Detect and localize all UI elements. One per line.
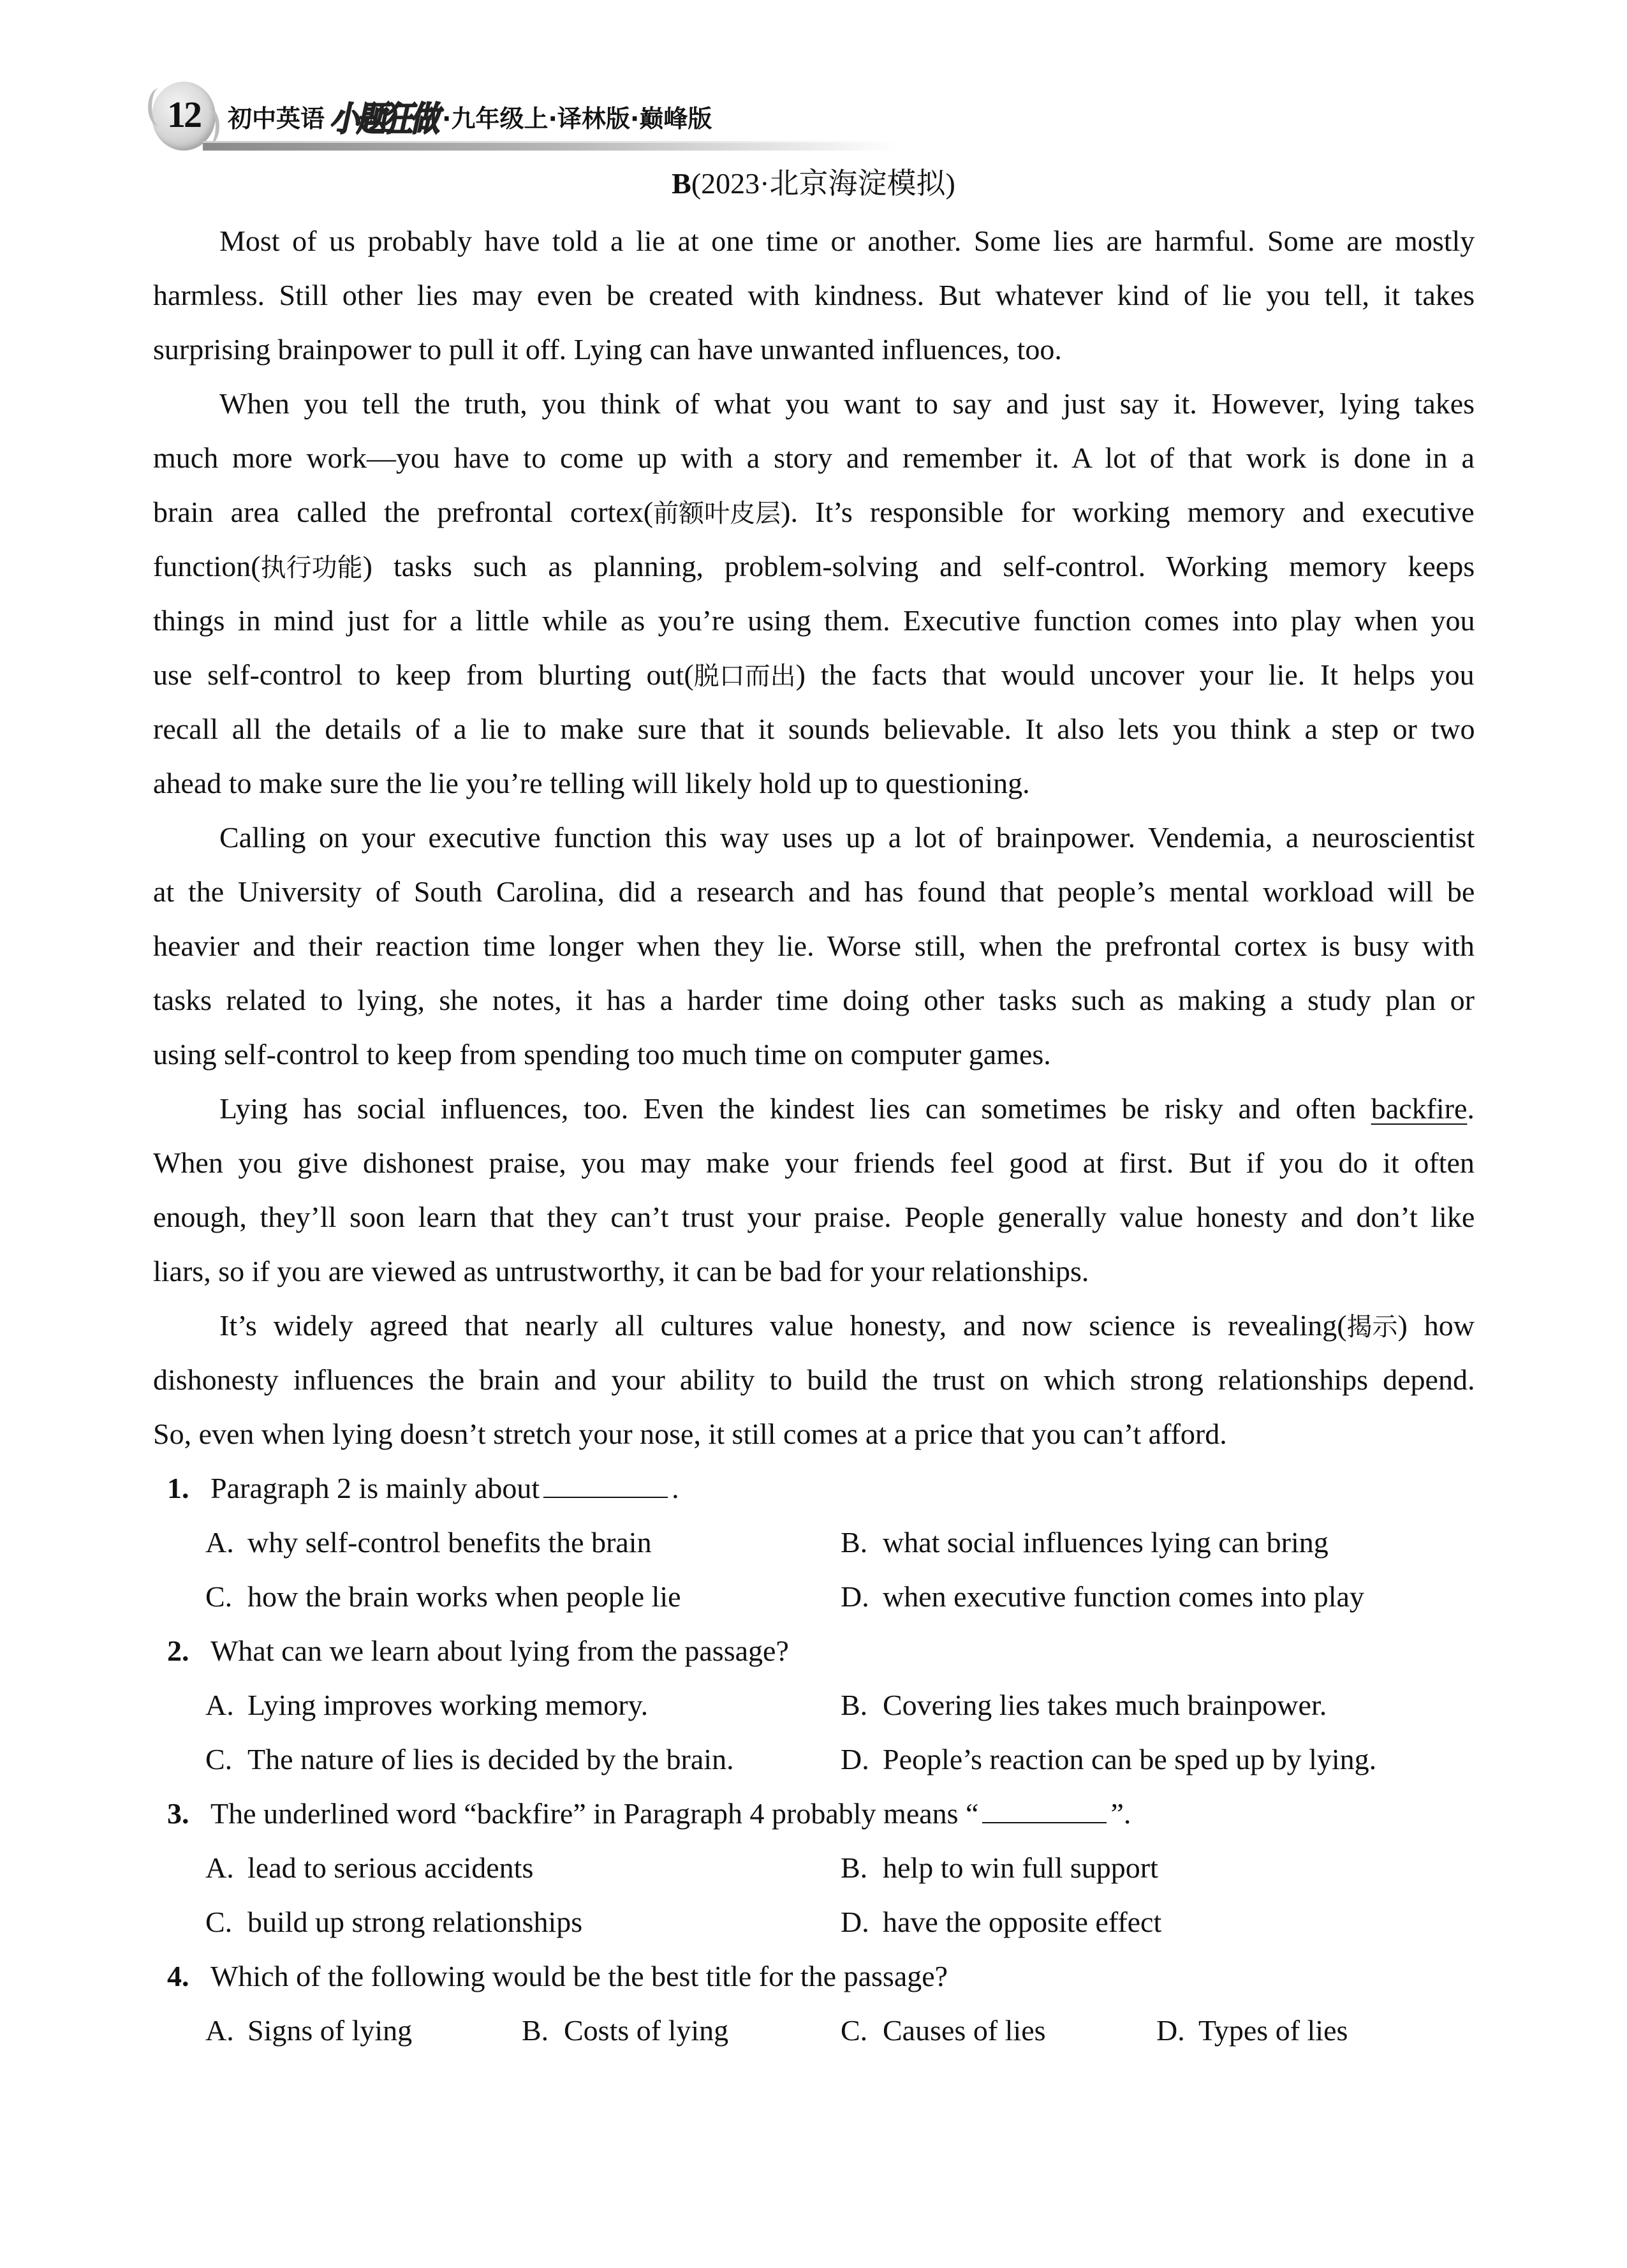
passage-line: harmless. Still other lies may even be created with kindness. But whatever kind of lie you tell, it takes: [153, 279, 1475, 311]
option-3a[interactable]: [205, 1849, 533, 1887]
option-2a[interactable]: [205, 1686, 648, 1724]
section-letter: B: [672, 167, 691, 200]
option-label: D.: [1156, 2014, 1185, 2047]
passage-line: dishonesty influences the brain and your ability to build the trust on which strong relationships depend.: [153, 1363, 1475, 1396]
text-span: ) how: [1397, 1309, 1475, 1342]
passage-line: much more work—you have to come up with a story and remember it. A lot of that work is done in a: [153, 441, 1475, 474]
underlined-word: backfire: [1371, 1092, 1468, 1125]
option-text: why self-control benefits the brain: [247, 1526, 652, 1559]
passage-line: [219, 1090, 1475, 1128]
option-1c[interactable]: [205, 1578, 681, 1616]
chinese-gloss: 前额叶皮层: [653, 499, 781, 528]
header-rule: [203, 143, 898, 151]
question-stem-end: ”.: [1110, 1797, 1131, 1830]
text-span: Lying has social influences, too. Even the kindest lies can sometimes be risky and often: [219, 1092, 1357, 1125]
option-1a[interactable]: [205, 1523, 652, 1562]
question-stem: The underlined word “backfire” in Paragraph 4 probably means “: [210, 1797, 979, 1830]
text-span: It’s widely agreed that nearly all cultures value honesty, and now science is revealing(: [219, 1309, 1347, 1342]
option-label: C.: [205, 1743, 233, 1775]
page-header: [0, 0, 1627, 166]
passage-line: surprising brainpower to pull it off. Lying can have unwanted influences, too.: [153, 333, 1062, 366]
option-2b[interactable]: [841, 1686, 1327, 1724]
answer-blank[interactable]: [543, 1471, 668, 1498]
book-title: [228, 98, 712, 139]
option-text: when executive function comes into play: [883, 1580, 1364, 1613]
option-label: A.: [205, 1689, 234, 1721]
option-label: B.: [841, 1526, 868, 1559]
section-title: [0, 165, 1627, 203]
text-span: ) tasks such as planning, problem-solving and self-control. Working memory keeps: [362, 550, 1475, 582]
book-title-prefix: 初中英语: [228, 105, 325, 133]
option-label: A.: [205, 2014, 234, 2047]
option-text: lead to serious accidents: [247, 1851, 534, 1884]
option-text: Signs of lying: [247, 2014, 413, 2047]
answer-blank[interactable]: [982, 1797, 1107, 1823]
option-label: B.: [841, 1689, 868, 1721]
question-stem: Paragraph 2 is mainly about: [210, 1472, 540, 1504]
option-2d[interactable]: [841, 1740, 1376, 1779]
passage-line: [219, 1307, 1475, 1345]
question-4: [167, 1957, 948, 1996]
option-label: A.: [205, 1851, 234, 1884]
option-4c[interactable]: [841, 2012, 1046, 2050]
passage-line: [153, 547, 1475, 586]
passage-line: things in mind just for a little while as you’re using them. Executive function comes into play when you: [153, 604, 1475, 637]
question-stem-end: .: [672, 1472, 679, 1504]
option-text: Causes of lies: [883, 2014, 1046, 2047]
option-label: D.: [841, 1580, 869, 1613]
option-text: Lying improves working memory.: [247, 1689, 649, 1721]
option-text: Covering lies takes much brainpower.: [883, 1689, 1327, 1721]
option-text: help to win full support: [883, 1851, 1158, 1884]
text-span: function(: [153, 550, 261, 582]
question-stem: Which of the following would be the best title for the passage?: [210, 1960, 948, 1992]
book-title-suffix: ·九年级上·译林版·巅峰版: [442, 105, 712, 133]
option-label: D.: [841, 1743, 869, 1775]
passage-line: enough, they’ll soon learn that they can’t trust your praise. People generally value honesty and don’t like: [153, 1201, 1475, 1233]
option-label: D.: [841, 1906, 869, 1938]
passage-line: [153, 493, 1475, 531]
option-text: Types of lies: [1198, 2014, 1348, 2047]
option-label: B.: [522, 2014, 549, 2047]
passage-line: using self-control to keep from spending too much time on computer games.: [153, 1038, 1051, 1071]
passage-line: ahead to make sure the lie you’re telling will likely hold up to questioning.: [153, 767, 1030, 799]
option-text: build up strong relationships: [247, 1906, 583, 1938]
option-3d[interactable]: [841, 1903, 1161, 1941]
passage-line: recall all the details of a lie to make sure that it sounds believable. It also lets you think a step or two: [153, 713, 1475, 745]
page-number: 12: [167, 94, 200, 135]
passage-line: at the University of South Carolina, did a research and has found that people’s mental workload will be: [153, 875, 1475, 908]
text-span: use self-control to keep from blurting out(: [153, 658, 694, 691]
option-text: People’s reaction can be sped up by lying.: [883, 1743, 1377, 1775]
option-2c[interactable]: [205, 1740, 734, 1779]
passage-line: When you tell the truth, you think of what you want to say and just say it. However, lying takes: [219, 387, 1475, 420]
option-3b[interactable]: [841, 1849, 1158, 1887]
option-text: what social influences lying can bring: [883, 1526, 1329, 1559]
passage-line: [153, 656, 1475, 694]
text-span: .: [1467, 1092, 1475, 1125]
question-number: 1.: [167, 1472, 189, 1504]
question-number: 3.: [167, 1797, 189, 1830]
option-label: C.: [841, 2014, 868, 2047]
passage-line: liars, so if you are viewed as untrustworthy, it can be bad for your relationships.: [153, 1255, 1089, 1287]
option-4d[interactable]: [1156, 2012, 1348, 2050]
option-1b[interactable]: [841, 1523, 1329, 1562]
option-label: A.: [205, 1526, 234, 1559]
passage-line: heavier and their reaction time longer when they lie. Worse still, when the prefrontal cortex is busy with: [153, 930, 1475, 962]
chinese-gloss: 揭示: [1346, 1312, 1398, 1342]
option-text: The nature of lies is decided by the brain.: [247, 1743, 734, 1775]
chinese-gloss: 脱口而出: [693, 662, 796, 691]
option-label: C.: [205, 1906, 233, 1938]
text-span: ) the facts that would uncover your lie. It helps you: [795, 658, 1475, 691]
passage-line: So, even when lying doesn’t stretch your nose, it still comes at a price that you can’t afford.: [153, 1418, 1227, 1450]
chinese-gloss: 执行功能: [260, 553, 363, 582]
text-span: ). It’s responsible for working memory and executive: [781, 496, 1475, 528]
passage-line: Calling on your executive function this way uses up a lot of brainpower. Vendemia, a neuroscientist: [219, 821, 1475, 854]
option-4b[interactable]: [522, 2012, 728, 2050]
question-number: 4.: [167, 1960, 189, 1992]
section-source: (2023·北京海淀模拟): [691, 167, 955, 200]
option-1d[interactable]: [841, 1578, 1364, 1616]
question-stem: What can we learn about lying from the passage?: [210, 1634, 789, 1667]
question-2: [167, 1632, 789, 1670]
option-3c[interactable]: [205, 1903, 582, 1941]
option-4a[interactable]: [205, 2012, 412, 2050]
question-3: [167, 1795, 1131, 1833]
question-number: 2.: [167, 1634, 189, 1667]
passage-line: When you give dishonest praise, you may make your friends feel good at first. But if you do it often: [153, 1146, 1475, 1179]
option-label: B.: [841, 1851, 868, 1884]
question-1: [167, 1469, 679, 1508]
passage-line: Most of us probably have told a lie at one time or another. Some lies are harmful. Some are mostly: [219, 225, 1475, 257]
series-logo: 小题狂做: [330, 98, 438, 139]
option-label: C.: [205, 1580, 233, 1613]
option-text: Costs of lying: [564, 2014, 729, 2047]
option-text: how the brain works when people lie: [247, 1580, 681, 1613]
passage-line: tasks related to lying, she notes, it has a harder time doing other tasks such as making a study plan or: [153, 984, 1475, 1016]
text-span: brain area called the prefrontal cortex(: [153, 496, 654, 528]
option-text: have the opposite effect: [883, 1906, 1162, 1938]
